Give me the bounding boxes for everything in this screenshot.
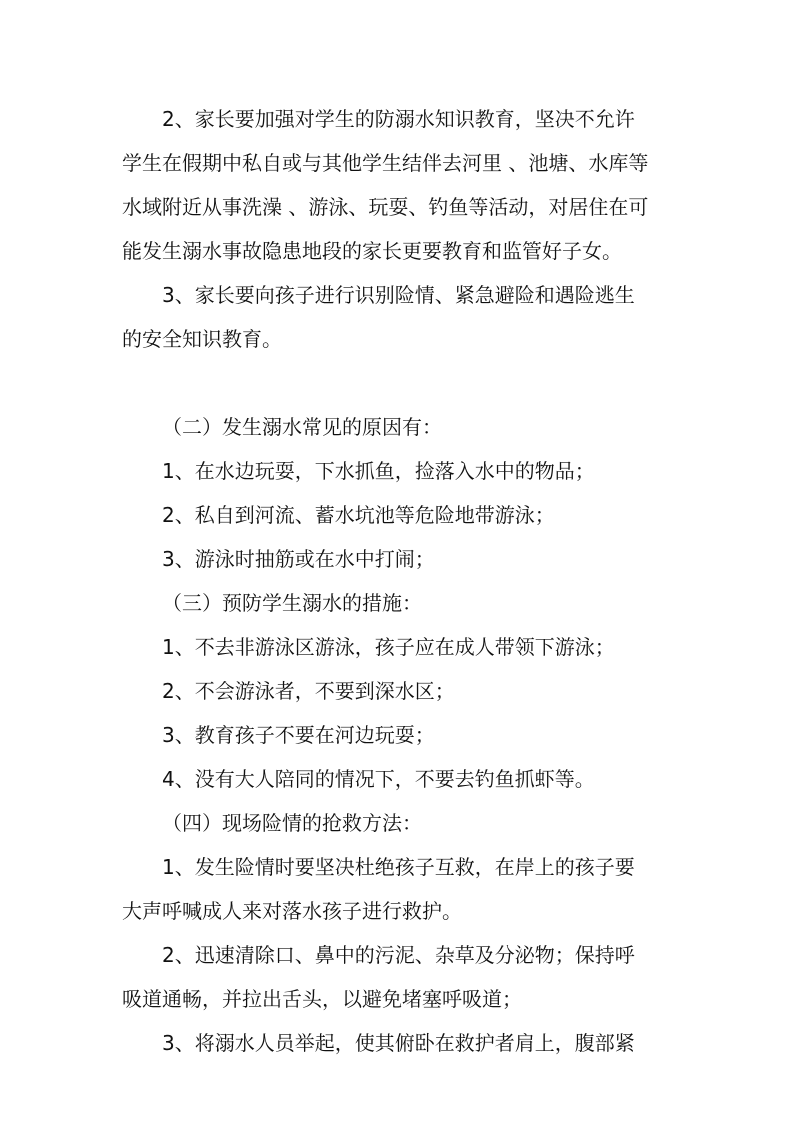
paragraph-line: 1、发生险情时要坚决杜绝孩子互救，在岸上的孩子要 bbox=[162, 855, 635, 879]
paragraph-line: 2、迅速清除口、鼻中的污泥、杂草及分泌物；保持呼 bbox=[162, 943, 635, 967]
list-item: 2、不会游泳者，不要到深水区； bbox=[162, 679, 455, 703]
document-body bbox=[122, 97, 682, 1065]
list-item: 3、教育孩子不要在河边玩耍； bbox=[162, 723, 435, 747]
list-item: 1、在水边玩耍，下水抓鱼，捡落入水中的物品； bbox=[162, 459, 595, 483]
blank-line bbox=[122, 361, 682, 405]
paragraph-line: 学生在假期中私自或与其他学生结伴去河里 、池塘、水库等 bbox=[122, 151, 649, 175]
paragraph-line: 3、将溺水人员举起，使其俯卧在救护者肩上，腹部紧 bbox=[162, 1031, 635, 1055]
paragraph-line: 的安全知识教育。 bbox=[122, 327, 282, 351]
paragraph-line: 3、家长要向孩子进行识别险情、紧急避险和遇险逃生 bbox=[162, 283, 635, 307]
list-item: 1、不去非游泳区游泳，孩子应在成人带领下游泳； bbox=[162, 635, 615, 659]
list-item: 2、私自到河流、蓄水坑池等危险地带游泳； bbox=[162, 503, 555, 527]
section-heading: （四）现场险情的抢救方法： bbox=[162, 811, 422, 835]
paragraph-line: 吸道通畅，并拉出舌头，以避免堵塞呼吸道； bbox=[122, 987, 522, 1011]
list-item: 3、游泳时抽筋或在水中打闹； bbox=[162, 547, 435, 571]
list-item: 4、没有大人陪同的情况下，不要去钓鱼抓虾等。 bbox=[162, 767, 595, 791]
paragraph-line: 大声呼喊成人来对落水孩子进行救护。 bbox=[122, 899, 462, 923]
section-heading: （三）预防学生溺水的措施： bbox=[162, 591, 422, 615]
section-heading: （二）发生溺水常见的原因有： bbox=[162, 415, 442, 439]
paragraph-line: 2、家长要加强对学生的防溺水知识教育，坚决不允许 bbox=[162, 107, 635, 131]
paragraph-line: 水域附近从事洗澡 、游泳、玩耍、钓鱼等活动，对居住在可 bbox=[122, 195, 649, 219]
paragraph-line: 能发生溺水事故隐患地段的家长更要教育和监管好子女。 bbox=[122, 239, 622, 263]
